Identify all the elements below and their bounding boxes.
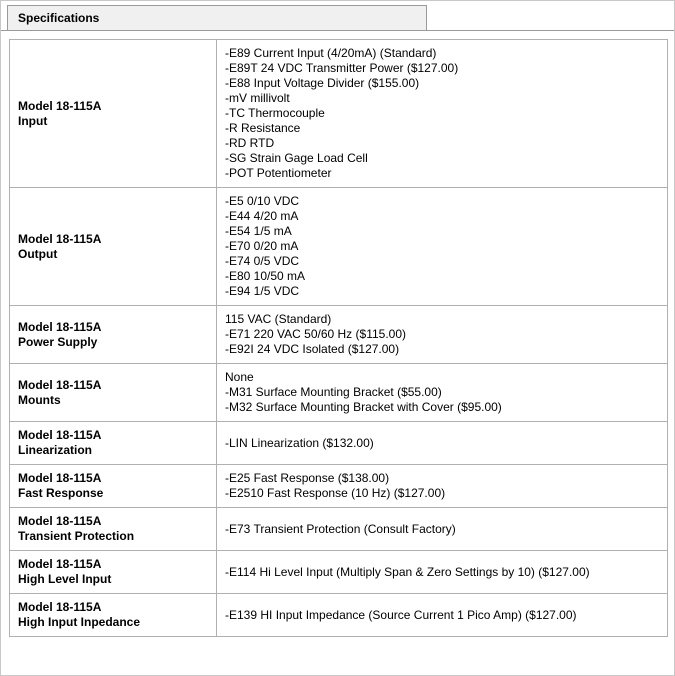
value-line: -E92I 24 VDC Isolated ($127.00) [225, 342, 400, 356]
value-line: -M32 Surface Mounting Bracket with Cover ($95.00) [225, 400, 502, 414]
value-line: -E80 10/50 mA [225, 269, 306, 283]
row-values-fast-response [217, 465, 668, 508]
row-values-linearization [217, 422, 668, 465]
value-line: -R Resistance [225, 121, 301, 135]
value-line: -E114 Hi Level Input (Multiply Span & Zero Settings by 10) ($127.00) [225, 564, 590, 579]
value-line: -E89 Current Input (4/20mA) (Standard) [225, 46, 437, 60]
table-row [10, 594, 668, 637]
row-label-line2: Output [18, 246, 58, 261]
row-values-high-level-input [217, 551, 668, 594]
value-line: -E94 1/5 VDC [225, 284, 300, 298]
value-line: -SG Strain Gage Load Cell [225, 151, 368, 165]
row-label-line1: Model 18-115A [18, 514, 102, 528]
row-values-output [217, 188, 668, 306]
table-row [10, 465, 668, 508]
row-label-line1: Model 18-115A [18, 557, 102, 571]
row-label-line2: Fast Response [18, 486, 104, 500]
row-label-fast-response [10, 465, 217, 508]
row-label-line2: High Input Inpedance [18, 615, 140, 629]
specifications-table-container [1, 31, 674, 637]
row-values-high-input-impedance [217, 594, 668, 637]
row-label-line1: Model 18-115A [18, 319, 102, 334]
table-row [10, 306, 668, 364]
value-line: -E2510 Fast Response (10 Hz) ($127.00) [225, 486, 446, 500]
value-line: -RD RTD [225, 136, 275, 150]
value-line: -E25 Fast Response ($138.00) [225, 471, 390, 485]
value-line: None [225, 370, 254, 384]
row-label-line1: Model 18-115A [18, 231, 102, 246]
table-row [10, 508, 668, 551]
value-line: -E74 0/5 VDC [225, 254, 300, 268]
row-label-line2: Power Supply [18, 334, 98, 349]
tab-specifications-label: Specifications [18, 11, 100, 25]
row-label-mounts [10, 364, 217, 422]
specifications-table [9, 39, 668, 637]
specifications-table-body [10, 40, 668, 637]
tab-specifications[interactable] [7, 5, 427, 30]
row-values-input [217, 40, 668, 188]
table-row [10, 364, 668, 422]
value-line: -TC Thermocouple [225, 106, 325, 120]
row-label-input [10, 40, 217, 188]
table-row [10, 422, 668, 465]
row-label-line2: Mounts [18, 392, 61, 407]
value-line: -E88 Input Voltage Divider ($155.00) [225, 76, 420, 90]
value-line: -E54 1/5 mA [225, 224, 292, 238]
row-label-line2: Input [18, 113, 48, 128]
row-values-transient-protection [217, 508, 668, 551]
row-label-linearization [10, 422, 217, 465]
row-label-output [10, 188, 217, 306]
row-values-mounts [217, 364, 668, 422]
row-values-power-supply [217, 306, 668, 364]
value-line: -E89T 24 VDC Transmitter Power ($127.00) [225, 61, 459, 75]
row-label-line1: Model 18-115A [18, 377, 102, 392]
tab-strip [1, 1, 674, 31]
value-line: -POT Potentiometer [225, 166, 332, 180]
value-line: -mV millivolt [225, 91, 290, 105]
value-line: -E70 0/20 mA [225, 239, 299, 253]
row-label-line2: Linearization [18, 443, 93, 457]
value-line: -E139 HI Input Impedance (Source Current 1 Pico Amp) ($127.00) [225, 607, 577, 622]
row-label-line1: Model 18-115A [18, 98, 102, 113]
value-line: -E44 4/20 mA [225, 209, 299, 223]
value-line: -LIN Linearization ($132.00) [225, 435, 374, 450]
row-label-line1: Model 18-115A [18, 600, 102, 614]
row-label-line2: Transient Protection [18, 529, 135, 543]
value-line: -E5 0/10 VDC [225, 194, 300, 208]
row-label-high-level-input [10, 551, 217, 594]
value-line: -E71 220 VAC 50/60 Hz ($115.00) [225, 327, 406, 341]
table-row [10, 551, 668, 594]
value-line: 115 VAC (Standard) [225, 312, 332, 326]
value-line: -M31 Surface Mounting Bracket ($55.00) [225, 385, 442, 399]
table-row [10, 188, 668, 306]
row-label-transient-protection [10, 508, 217, 551]
row-label-line2: High Level Input [18, 572, 112, 586]
row-label-line1: Model 18-115A [18, 428, 102, 442]
row-label-line1: Model 18-115A [18, 471, 102, 485]
table-row [10, 40, 668, 188]
row-label-power-supply [10, 306, 217, 364]
row-label-high-input-impedance [10, 594, 217, 637]
value-line: -E73 Transient Protection (Consult Factory) [225, 521, 456, 536]
